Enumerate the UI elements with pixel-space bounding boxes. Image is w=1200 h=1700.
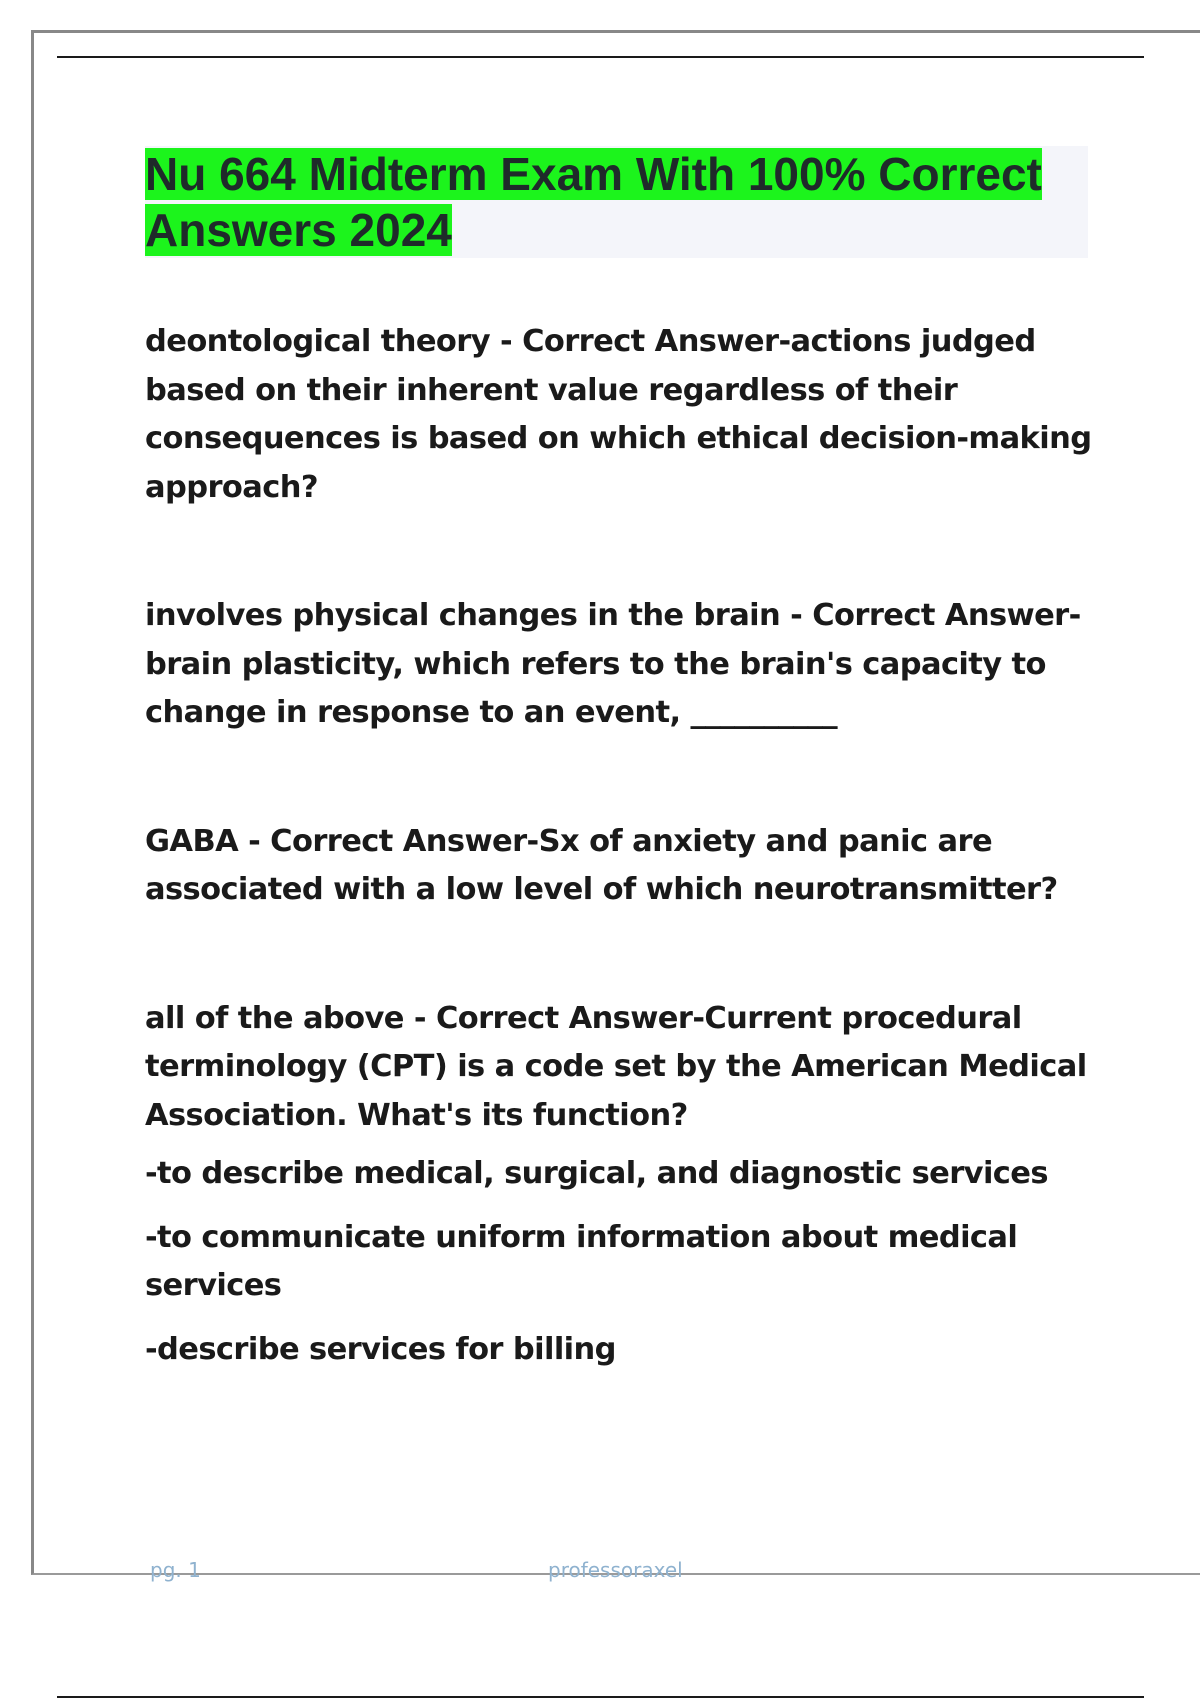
title-highlight: Nu 664 Midterm Exam With 100% Correct Answers 2024 — [145, 148, 1042, 256]
qa-entry: GABA - Correct Answer-Sx of anxiety and panic are associated with a low level of which neurotransmitter? — [145, 823, 1058, 907]
footer-author: professoraxel — [548, 1558, 683, 1582]
bottom-rule — [57, 1696, 1144, 1698]
footer-page-number: pg. 1 — [150, 1558, 201, 1582]
title-block — [145, 146, 1088, 258]
qa-entry: involves physical changes in the brain - Correct Answer-brain plasticity, which refers to the brain's capacity to change in response to an event, __________ — [145, 598, 1081, 730]
qa-entry: deontological theory - Correct Answer-actions judged based on their inherent value regardless of their consequences is based on which ethical decision-making approach? — [145, 324, 1092, 505]
top-rule — [57, 56, 1144, 58]
answer-option: -to describe medical, surgical, and diagnostic services — [145, 1156, 1048, 1191]
document-body — [145, 318, 1105, 1389]
answer-option: -to communicate uniform information about medical services — [145, 1219, 1018, 1303]
document-title — [145, 146, 1088, 258]
answer-option: -describe services for billing — [145, 1331, 616, 1367]
qa-entry: all of the above - Correct Answer-Current procedural terminology (CPT) is a code set by the American Medical Association. What's its function? — [145, 1000, 1087, 1133]
